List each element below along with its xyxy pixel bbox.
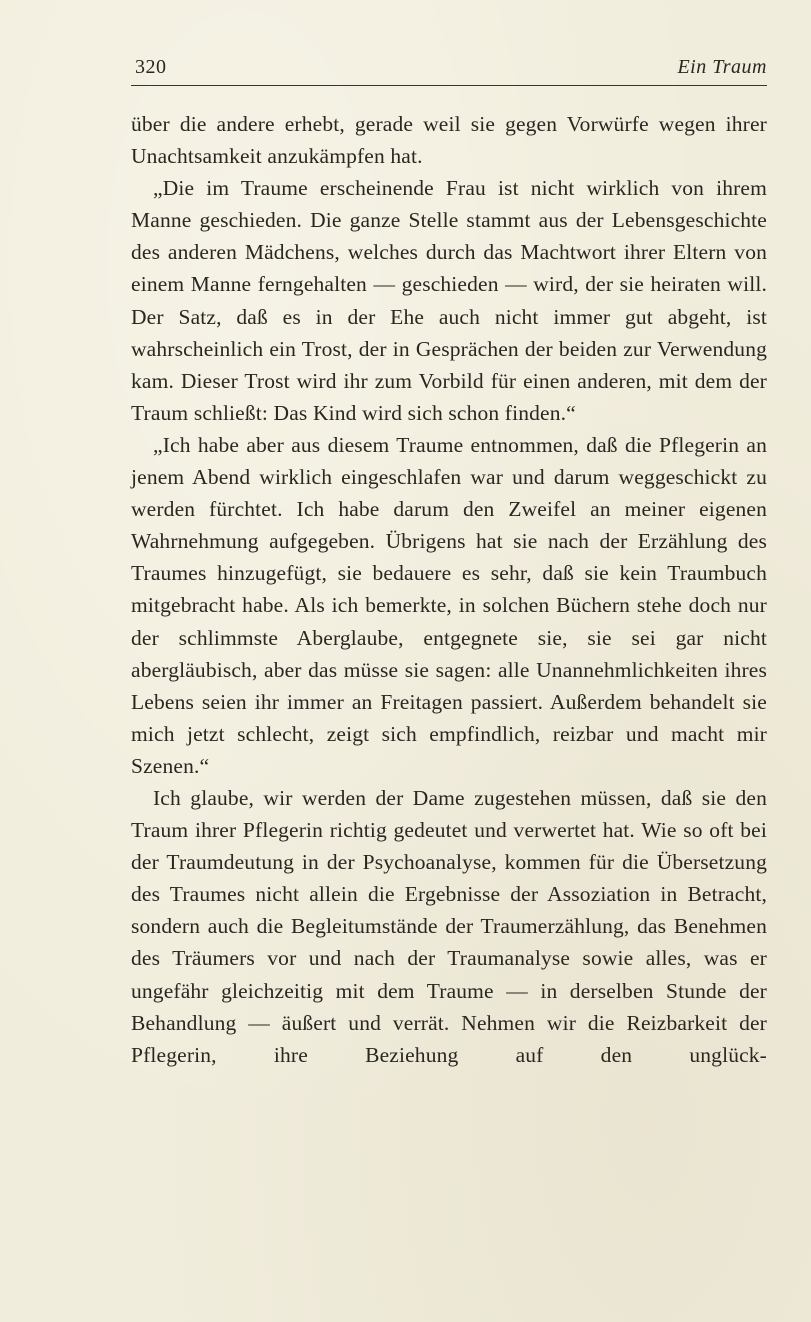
paragraph-3: „Ich habe aber aus diesem Traume entnommen, daß die Pflegerin an jenem Abend wirklich eingeschlafen war und darum weggeschickt zu werden fürchtet. Ich habe darum den Zweifel an meiner eigenen Wahrnehmung aufgegeben. Übrigens hat sie nach der Erzählung des Traumes hinzugefügt, sie bedauere es sehr, daß sie kein Traumbuch mitgebracht habe. Als ich bemerkte, in solchen Büchern stehe doch nur der schlimmste Aberglaube, entgegnete sie, sie sei gar nicht abergläubisch, aber das müsse sie sagen: alle Unannehmlichkeiten ihres Lebens seien ihr immer an Freitagen passiert. Außerdem behandelt sie mich jetzt schlecht, zeigt sich empfindlich, reizbar und macht mir Szenen.“ [131, 432, 767, 778]
body-text [131, 108, 767, 1071]
running-head [131, 52, 767, 82]
paragraph-4: Ich glaube, wir werden der Dame zugestehen müssen, daß sie den Traum ihrer Pflegerin richtig gedeutet und verwertet hat. Wie so oft bei der Traumdeutung in der Psychoanalyse, kommen für die Übersetzung des Traumes nicht allein die Ergebnisse der Assoziation in Betracht, sondern auch die Begleitumstände der Traumerzählung, das Benehmen des Träumers vor und nach der Traumanalyse sowie alles, was er ungefähr gleichzeitig mit dem Traume — in derselben Stunde der Behandlung — äußert und verrät. Nehmen wir die Reizbarkeit der Pflegerin, ihre Beziehung auf den unglück- [131, 785, 767, 1067]
page-number: 320 [135, 56, 167, 78]
paragraph-2: „Die im Traume erscheinende Frau ist nicht wirklich von ihrem Manne geschieden. Die ganze Stelle stammt aus der Lebensgeschichte des anderen Mädchens, welches durch das Machtwort ihrer Eltern von einem Manne ferngehalten — geschieden — wird, der sie heiraten will. Der Satz, daß es in der Ehe auch nicht immer gut abgeht, ist wahrscheinlich ein Trost, der in Gesprächen der beiden zur Verwendung kam. Dieser Trost wird ihr zum Vorbild für einen anderen, mit dem der Traum schließt: Das Kind wird sich schon finden.“ [131, 176, 767, 425]
book-page [131, 52, 767, 1071]
paragraph-1: über die andere erhebt, gerade weil sie gegen Vorwürfe wegen ihrer Unachtsamkeit anzukämpfen hat. [131, 112, 767, 169]
header-rule [131, 85, 767, 86]
running-title: Ein Traum [677, 56, 767, 78]
